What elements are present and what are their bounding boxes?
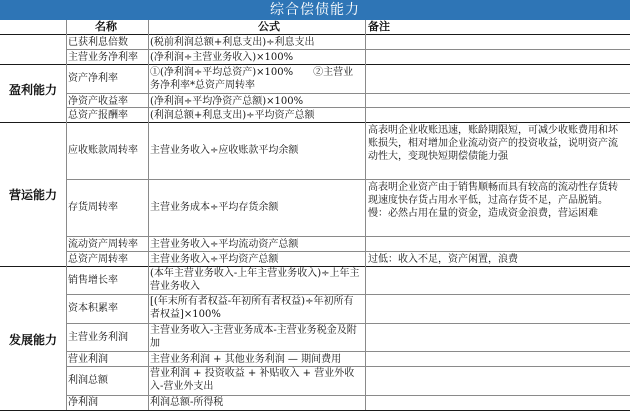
row-formula: (本年主营业务收入-上年主营业务收入)÷上年主营业务收入 (150, 268, 360, 292)
row-line (66, 236, 630, 237)
row-formula: 主营业务成本÷平均存货余额 (150, 202, 279, 213)
col-line (148, 20, 149, 410)
row-note: 高表明企业资产由于销售顺畅而具有较高的流动性存货转现速度快存货占用水平低，过高存货不足，产品脱销。慢：必然占用在量的资金，造成资金浪费，营运困难 (368, 182, 618, 219)
group-rule (0, 122, 630, 123)
row-formula: (利润总额+利息支出)÷平均资产总额 (150, 110, 315, 121)
header-rule (0, 34, 630, 35)
row-formula: 主营业务收入÷应收账款平均余额 (150, 145, 299, 156)
row-name: 总资产周转率 (68, 254, 128, 265)
row-name: 总资产报酬率 (68, 110, 128, 121)
row-formula: 利润总额-所得税 (150, 397, 224, 408)
row-name: 净资产收益率 (68, 96, 128, 107)
row-name: 利润总额 (68, 375, 108, 386)
row-note: 过低：收入不足，资产闲置，浪费 (368, 254, 518, 265)
header-note: 备注 (368, 20, 390, 33)
bottom-rule (0, 410, 630, 411)
row-name: 资本积累率 (68, 303, 118, 314)
row-name: 主营业务净利率 (68, 52, 138, 63)
row-line (66, 351, 630, 352)
row-name: 主营业务利润 (68, 332, 128, 343)
row-formula: 主营业务收入÷平均资产总额 (150, 254, 279, 265)
row-name: 销售增长率 (68, 275, 118, 286)
header-name: 名称 (95, 20, 117, 33)
row-formula: (净利润÷平均净资产总额)×100% (150, 96, 304, 107)
row-name: 营业利润 (68, 354, 108, 365)
row-line (66, 251, 630, 252)
col-line (365, 20, 366, 410)
row-formula: 主营业务收入-主营业务成本-主营业务税金及附加 (150, 325, 357, 349)
row-formula: 营业利润 + 投资收益 + 补贴收入 + 营业外收入-营业外支出 (150, 368, 355, 392)
category-development: 发展能力 (8, 333, 57, 347)
col-line (66, 20, 67, 410)
row-formula: 主营业务利润 + 其他业务利润 — 期间费用 (150, 354, 342, 365)
row-formula: ①(净利润÷平均总资产)×100% ②主营业务净利率*总资产周转率 (150, 67, 354, 91)
row-name: 净利润 (68, 397, 98, 408)
category-profitability: 盈利能力 (8, 83, 57, 97)
row-formula: (税前利润总额+利息支出)÷利息支出 (150, 37, 315, 48)
row-note: 高表明企业收账迅速，账龄期限短，可减少收账费用和坏账损失，相对增加企业流动资产的投资收益，说明资产流动性大，变现快短期偿债能力强 (368, 125, 618, 162)
row-line (66, 49, 630, 50)
row-name: 存货周转率 (68, 202, 118, 213)
row-name: 已获利息倍数 (68, 37, 128, 48)
row-formula: (净利润÷主营业务收入)×100% (150, 52, 294, 63)
table-title: 综合偿债能力 (0, 0, 630, 20)
header-formula: 公式 (258, 20, 280, 33)
row-name: 流动资产周转率 (68, 239, 138, 250)
row-name: 应收账款周转率 (68, 145, 138, 156)
row-name: 资产净利率 (68, 73, 118, 84)
row-line (66, 179, 630, 180)
category-operating: 营运能力 (8, 188, 57, 202)
row-line (66, 93, 630, 94)
row-formula: [(年末所有者权益-年初所有者权益)÷年初所有者权益]×100% (150, 296, 354, 320)
row-formula: 主营业务收入÷平均流动资产总额 (150, 239, 299, 250)
group-rule (0, 64, 630, 65)
